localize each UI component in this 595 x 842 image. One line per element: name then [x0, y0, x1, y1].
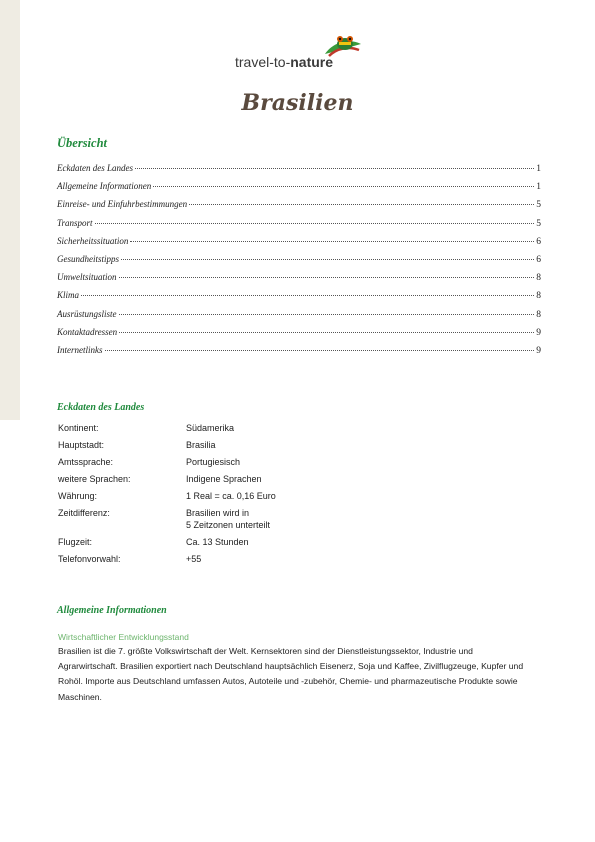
toc-dot-leader — [130, 241, 534, 242]
toc-entry-label: Sicherheitssituation — [57, 235, 129, 246]
toc-entry-page: 9 — [536, 327, 541, 338]
toc-dot-leader — [121, 259, 534, 260]
fact-key: Kontinent: — [58, 423, 99, 433]
toc-dot-leader — [135, 168, 534, 169]
toc-entry-page: 5 — [536, 218, 541, 229]
fact-row — [58, 508, 458, 531]
fact-value: Indigene Sprachen — [186, 474, 262, 484]
toc-entry-page: 1 — [536, 182, 541, 193]
fact-row — [58, 440, 458, 452]
toc-entry-label: Eckdaten des Landes — [57, 163, 133, 173]
toc-heading: Übersicht — [57, 136, 107, 150]
facts-heading: Eckdaten des Landes — [57, 402, 145, 413]
toc-entry-page: 9 — [536, 345, 541, 356]
logo-text: travel-to-nature — [235, 54, 334, 70]
toc-dot-leader — [119, 277, 535, 278]
fact-value: +55 — [186, 553, 202, 564]
general-heading: Allgemeine Informationen — [57, 605, 167, 616]
toc-entry[interactable] — [57, 327, 541, 345]
fact-row — [58, 474, 458, 486]
toc-entry-label: Ausrüstungsliste — [57, 308, 117, 319]
toc-entry-label: Klima — [57, 290, 80, 301]
toc-entry[interactable] — [57, 254, 541, 272]
fact-key: weitere Sprachen: — [58, 474, 131, 484]
toc-entry[interactable] — [57, 309, 541, 327]
fact-value: Portugiesisch — [186, 457, 241, 467]
toc-dot-leader — [153, 186, 534, 187]
toc-dot-leader — [81, 295, 534, 296]
fact-value: 1 Real = ca. 0,16 Euro — [186, 491, 276, 501]
fact-key: Zeitdifferenz: — [58, 508, 110, 518]
table-of-contents — [57, 163, 541, 363]
toc-entry-label: Kontaktadressen — [57, 326, 118, 337]
logo — [235, 32, 365, 72]
toc-entry-label: Einreise- und Einfuhrbestimmungen — [57, 199, 188, 210]
toc-entry[interactable] — [57, 236, 541, 254]
toc-entry[interactable] — [57, 345, 541, 363]
fact-value: Brasilien wird in 5 Zeitzonen unterteilt — [186, 508, 271, 530]
toc-dot-leader — [119, 332, 534, 333]
page-title: Brasilien — [241, 90, 354, 116]
toc-entry-label: Transport — [57, 217, 93, 228]
toc-entry-page: 8 — [536, 291, 541, 302]
toc-entry[interactable] — [57, 218, 541, 236]
toc-entry[interactable] — [57, 290, 541, 308]
fact-key: Hauptstadt: — [58, 440, 105, 450]
economy-subheading: Wirtschaftlicher Entwicklungsstand — [58, 632, 189, 642]
fact-value: Brasilia — [186, 440, 216, 450]
fact-key: Währung: — [58, 491, 98, 501]
toc-entry[interactable] — [57, 181, 541, 199]
toc-entry-label: Allgemeine Informationen — [57, 181, 152, 192]
economy-paragraph: Brasilien ist die 7. größte Volkswirtschaft der Welt. Kernsektoren sind der Dienstleistungssektor, Industrie und Agrarwirtschaft. Brasilien exportiert nach Deutschland hauptsächlich Eisenerz, Soja und Kaffee, Zivilflugzeuge, Kupfer und Rohöl. Importe aus Deutschland umfassen Autos, Autoteile und -zubehör, Chemie- und pharmazeutische Produkte sowie Maschinen. — [58, 646, 524, 702]
toc-entry-label: Gesundheitstipps — [57, 253, 119, 264]
toc-dot-leader — [105, 350, 535, 351]
facts-table — [58, 423, 458, 571]
toc-entry-page: 8 — [536, 273, 541, 284]
toc-entry-label: Internetlinks — [57, 344, 103, 355]
fact-value: Südamerika — [186, 423, 235, 433]
toc-dot-leader — [95, 223, 535, 224]
toc-entry-label: Umweltsituation — [57, 272, 117, 283]
fact-key: Amtssprache: — [58, 457, 114, 467]
fact-row — [58, 537, 458, 549]
toc-entry-page: 5 — [536, 200, 541, 211]
fact-row — [58, 457, 458, 469]
toc-dot-leader — [119, 314, 535, 315]
toc-entry-page: 1 — [536, 164, 541, 174]
fact-key: Telefonvorwahl: — [58, 553, 121, 564]
paper-edge-texture — [0, 0, 20, 420]
fact-value: Ca. 13 Stunden — [186, 536, 249, 547]
toc-entry-page: 6 — [536, 236, 541, 247]
fact-row — [58, 554, 458, 566]
fact-key: Flugzeit: — [58, 536, 93, 547]
toc-dot-leader — [189, 204, 534, 205]
fact-row — [58, 491, 458, 503]
fact-row — [58, 423, 458, 435]
toc-entry[interactable] — [57, 199, 541, 217]
toc-entry[interactable] — [57, 163, 541, 181]
toc-entry[interactable] — [57, 272, 541, 290]
toc-entry-page: 8 — [536, 309, 541, 320]
toc-entry-page: 6 — [536, 254, 541, 265]
